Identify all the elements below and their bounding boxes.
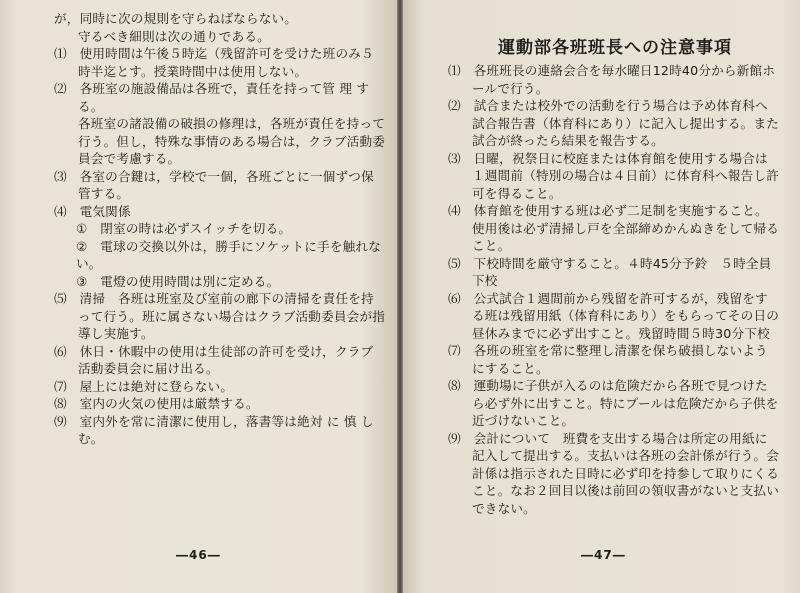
text-line: 行う。但し，特殊な事情のある場合は，クラブ活動委: [78, 133, 386, 149]
text-line: ⑺ 屋上には絶対に登らない。: [54, 378, 234, 394]
text-line: 可を得ること。: [472, 185, 562, 201]
text-line: 使用後は必ず清掃し戸を全部締めかんぬきをして帰る: [472, 220, 780, 236]
text-line: む。: [78, 431, 104, 446]
text-line: 活動委員会に届け出る。: [78, 361, 219, 376]
text-line: ⑻ 運動場に子供が入るのは危険だから各班で見つけた: [448, 378, 768, 393]
text-line: 下校: [472, 273, 498, 288]
text-line: る班は残留用紙（体育科にあり）をもらってその日の: [472, 308, 780, 323]
text-line: ① 閉室の時は必ずスイッチを切る。: [76, 221, 292, 236]
text-line: 各班室の諸設備の破損の修理は，各班が責任を持って: [78, 116, 386, 131]
text-line: ⑷ 体育館を使用する班は必ず二足制を実施すること。: [448, 203, 768, 218]
text-line: い。: [76, 256, 102, 271]
text-line: 導し実施す。: [78, 326, 154, 341]
page-number: ―46―: [176, 548, 221, 562]
text-line: ⑼ 会計について 班費を支出する場合は所定の用紙に: [448, 430, 768, 446]
text-line: ③ 電燈の使用時間は別に定める。: [76, 273, 280, 289]
text-line: 近づけないこと。: [472, 413, 575, 428]
page-heading: 運動部各班班長への注意事項: [498, 38, 732, 58]
text-line: にすること。: [472, 360, 549, 376]
text-line: ⑶ 日曜，祝祭日に校庭または体育館を使用する場合は: [448, 150, 768, 166]
text-line: ⑺ 各班の班室を常に整理し清潔を保ち破損しないよう: [448, 343, 768, 358]
text-line: 員会で考慮する。: [78, 151, 181, 166]
text-line: 管する。: [78, 186, 130, 201]
text-line: る。: [78, 98, 104, 114]
text-line: ⑷ 電気関係: [54, 203, 131, 219]
text-line: ⑸ 清掃 各班は班室及び室前の廊下の清掃を責任を持: [54, 291, 374, 306]
text-line: って行う。班に属さない場合はクラブ活動委員会が指: [78, 308, 386, 324]
text-line: 昼休みまでに必ず出すこと。残留時間５時30分下校: [472, 325, 770, 341]
text-line: ⑵ 各班室の施設備品は各班で，責任を持って管 理 す: [54, 81, 370, 96]
text-line: ⑴ 使用時間は午後５時迄（残留許可を受けた班のみ５: [54, 46, 374, 61]
text-line: こと。なお２回目以後は前回の領収書がないと支払い: [472, 483, 780, 498]
text-line: 時半迄とす。授業時間中は使用しない。: [78, 63, 308, 79]
text-line: できない。: [472, 500, 536, 516]
text-line: 試合が終ったら結果を報告する。: [472, 133, 664, 148]
text-line: ⑼ 室内外を常に清潔に使用し，落書等は絶対 に 慎 し: [54, 413, 374, 429]
text-line: ⑵ 試合または校外での活動を行う場合は予め体育科へ: [448, 98, 768, 113]
text-line: ⑻ 室内の火気の使用は厳禁する。: [54, 396, 259, 411]
page-number: ―47―: [581, 548, 626, 562]
text-line: 守るべき細則は次の通りである。: [78, 28, 270, 44]
text-line: ら必ず外に出すこと。特にプールは危険だから子供を: [472, 395, 779, 411]
text-line: 試合報告書（体育科にあり）に記入し提出する。また: [472, 115, 780, 131]
left-page: [0, 0, 397, 593]
text-line: ールで行う。: [472, 80, 549, 96]
text-line: ② 電球の交換以外は，勝手にソケットに手を触れな: [76, 238, 381, 254]
text-line: ⑹ 公式試合１週間前から残留を許可するが，残留をす: [448, 290, 768, 306]
text-line: ⑸ 下校時間を厳守すること。４時45分予鈴 ５時全員: [448, 255, 772, 271]
right-page: [403, 0, 800, 593]
text-line: が，同時に次の規則を守らねばならない。: [54, 11, 298, 26]
text-line: 記入して提出する。支払いは各班の会計係が行う。会: [472, 448, 780, 463]
text-line: ⑹ 休日・休暇中の使用は生徒部の許可を受け，クラブ: [54, 343, 374, 359]
text-line: 計係は指示された日時に必ず印を持参して取りにくる: [472, 465, 780, 481]
text-line: ⑴ 各班班長の連絡会合を毎水曜日12時40分から新館ホ: [448, 63, 776, 78]
text-line: こと。: [472, 238, 511, 253]
right-page-body: [448, 62, 778, 517]
left-page-body: [54, 10, 386, 448]
text-line: １週間前（特別の場合は４日前）に体育科へ報告し許: [472, 168, 780, 183]
text-line: ⑶ 各室の合鍵は，学校で一個，各班ごとに一個ずつ保: [54, 168, 374, 184]
